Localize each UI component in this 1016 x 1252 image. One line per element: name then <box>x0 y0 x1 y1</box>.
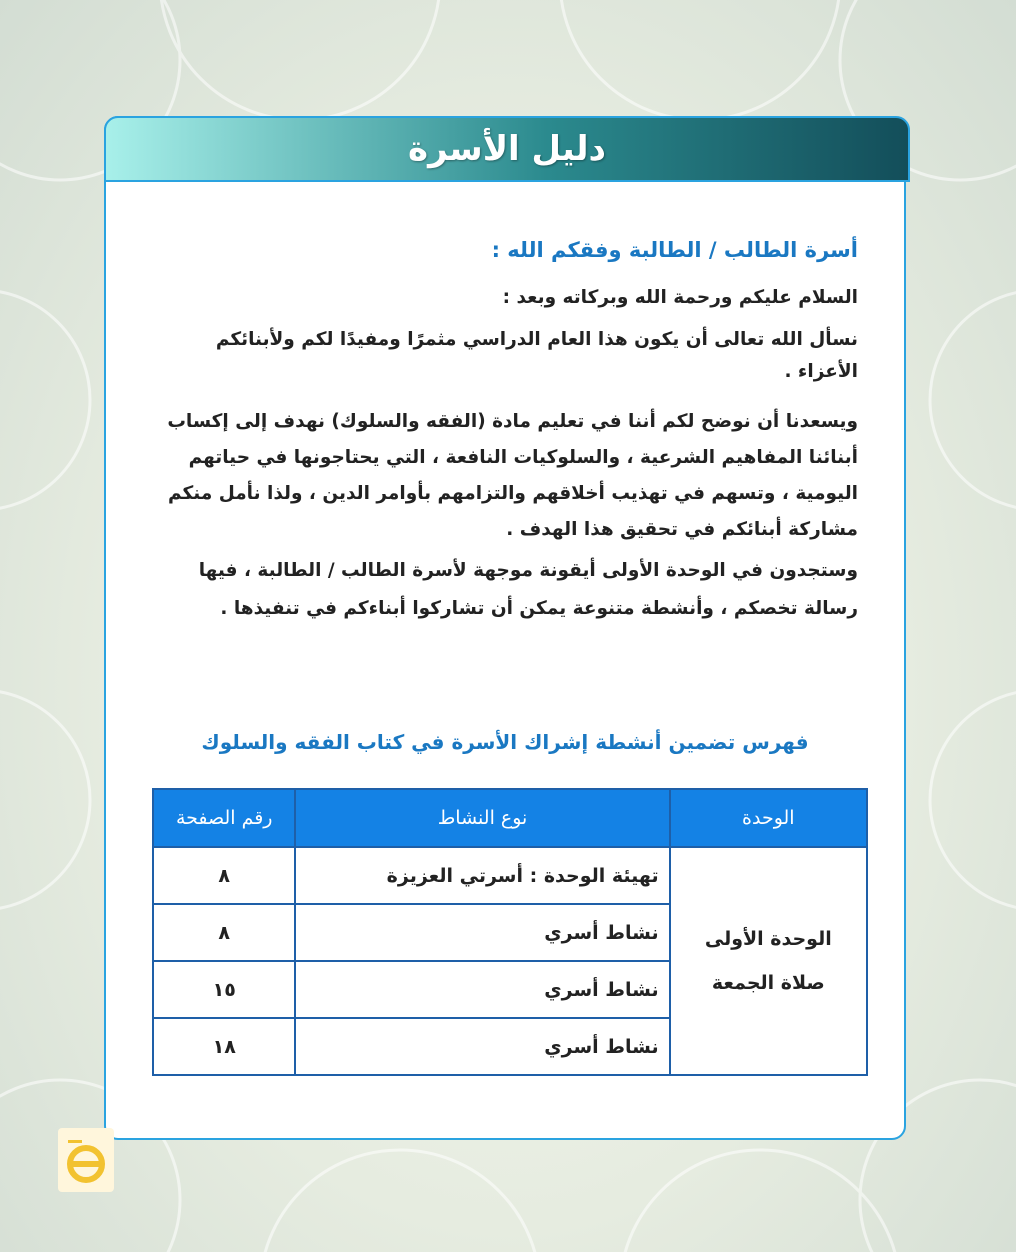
title-bar <box>104 116 910 182</box>
salutation: السلام عليكم ورحمة الله وبركاته وبعد : <box>502 287 858 308</box>
page-cell: ٨ <box>153 847 295 904</box>
header-activity: نوع النشاط <box>295 789 669 847</box>
family-guide-card <box>104 116 906 1140</box>
paragraph-goals: ويسعدنا أن نوضح لكم أننا في تعليم مادة (الفقه والسلوك) نهدف إلى إكساب أبنائنا المفاهيم الشرعية ، والسلوكيات النافعة ، التي يحتاجونها في حياتهم اليومية ، وتسهم في تهذيب أخلاقهم والتزامهم بأوامر الدين ، ولذا نأمل منكم مشاركة أبنائكم في تحقيق هذا الهدف . <box>167 411 858 540</box>
activity-cell: تهيئة الوحدة : أسرتي العزيزة <box>295 847 669 904</box>
letter-body <box>152 238 858 628</box>
header-page: رقم الصفحة <box>153 789 295 847</box>
logo-icon <box>58 1128 114 1192</box>
activity-cell: نشاط أسري <box>295 961 669 1018</box>
greeting: أسرة الطالب / الطالبة وفقكم الله : <box>491 238 858 262</box>
header-unit: الوحدة <box>670 789 867 847</box>
activities-table <box>152 788 868 1076</box>
page-title: دليل الأسرة <box>408 129 606 169</box>
paragraph-icon: وستجدون في الوحدة الأولى أيقونة موجهة لأسرة الطالب / الطالبة ، فيها رسالة تخصكم ، وأنشطة متنوعة يمكن أن تشاركوا أبناءكم في تنفيذها . <box>198 560 858 619</box>
unit-name: الوحدة الأولى <box>704 928 832 950</box>
publisher-logo <box>58 1128 114 1192</box>
activity-cell: نشاط أسري <box>295 904 669 961</box>
unit-cell <box>670 847 867 1075</box>
page-cell: ١٨ <box>153 1018 295 1075</box>
index-title: فهرس تضمين أنشطة إشراك الأسرة في كتاب الفقه والسلوك <box>201 730 809 754</box>
table-row <box>153 847 867 904</box>
intro-line: نسأل الله تعالى أن يكون هذا العام الدراسي مثمرًا ومفيدًا لكم ولأبنائكم الأعزاء . <box>215 329 858 382</box>
page-cell: ١٥ <box>153 961 295 1018</box>
activity-cell: نشاط أسري <box>295 1018 669 1075</box>
page-cell: ٨ <box>153 904 295 961</box>
unit-lesson: صلاة الجمعة <box>711 972 825 994</box>
